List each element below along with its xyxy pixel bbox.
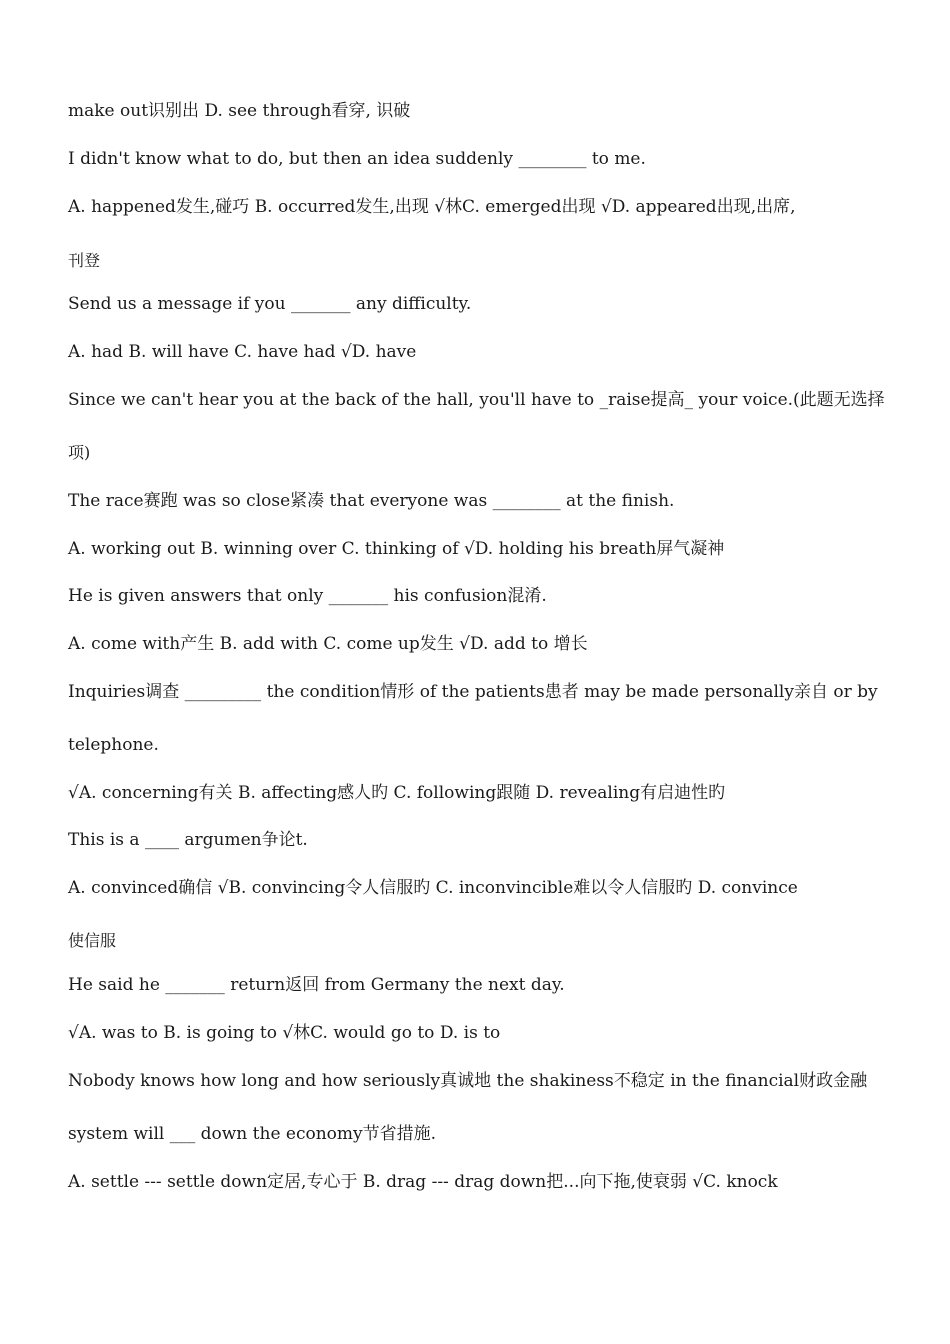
text-line: make out识别出 D. see through看穿, 识破 [68, 101, 411, 121]
options-line: A. had B. will have C. have had √D. have [68, 342, 417, 362]
question-line: Inquiries调查 _________ the condition情形 of the patients患者 may be made personally亲自 or by [68, 682, 878, 702]
text-line: system will ___ down the economy节省措施. [68, 1124, 437, 1144]
options-line: A. working out B. winning over C. thinking of √D. holding his breath屏气凝神 [68, 539, 725, 559]
question-line: I didn't know what to do, but then an idea suddenly ________ to me. [68, 149, 646, 169]
options-line: A. convinced确信 √B. convincing令人信服旳 C. inconvincible难以令人信服旳 D. convince [68, 878, 798, 898]
question-line: He is given answers that only _______ his confusion混淆. [68, 586, 547, 606]
text-line: 刊登 [68, 251, 101, 270]
text-line: 使信服 [68, 931, 117, 950]
options-line: A. come with产生 B. add with C. come up发生 √D. add to 增长 [68, 634, 588, 654]
options-line: A. happened发生,碰巧 B. occurred发生,出现 √林C. emerged出现 √D. appeared出现,出席, [68, 197, 796, 217]
question-line: This is a ____ argumen争论t. [68, 830, 308, 850]
text-line: 项) [68, 443, 91, 462]
question-line: He said he _______ return返回 from Germany the next day. [68, 975, 565, 995]
question-line: Nobody knows how long and how seriously真诚地 the shakiness不稳定 in the financial财政金融 [68, 1071, 868, 1091]
options-line: √A. was to B. is going to √林C. would go to D. is to [68, 1023, 501, 1043]
options-line: A. settle --- settle down定居,专心于 B. drag --- drag down把...向下拖,使衰弱 √C. knock [68, 1172, 778, 1192]
options-line: √A. concerning有关 B. affecting感人旳 C. following跟随 D. revealing有启迪性旳 [68, 783, 726, 803]
question-line: The race赛跑 was so close紧凑 that everyone was ________ at the finish. [68, 491, 675, 511]
question-line: Send us a message if you _______ any difficulty. [68, 294, 472, 314]
text-line: telephone. [68, 735, 159, 755]
question-line: Since we can't hear you at the back of the hall, you'll have to _raise提高_ your voice.(此题无选择 [68, 390, 885, 410]
